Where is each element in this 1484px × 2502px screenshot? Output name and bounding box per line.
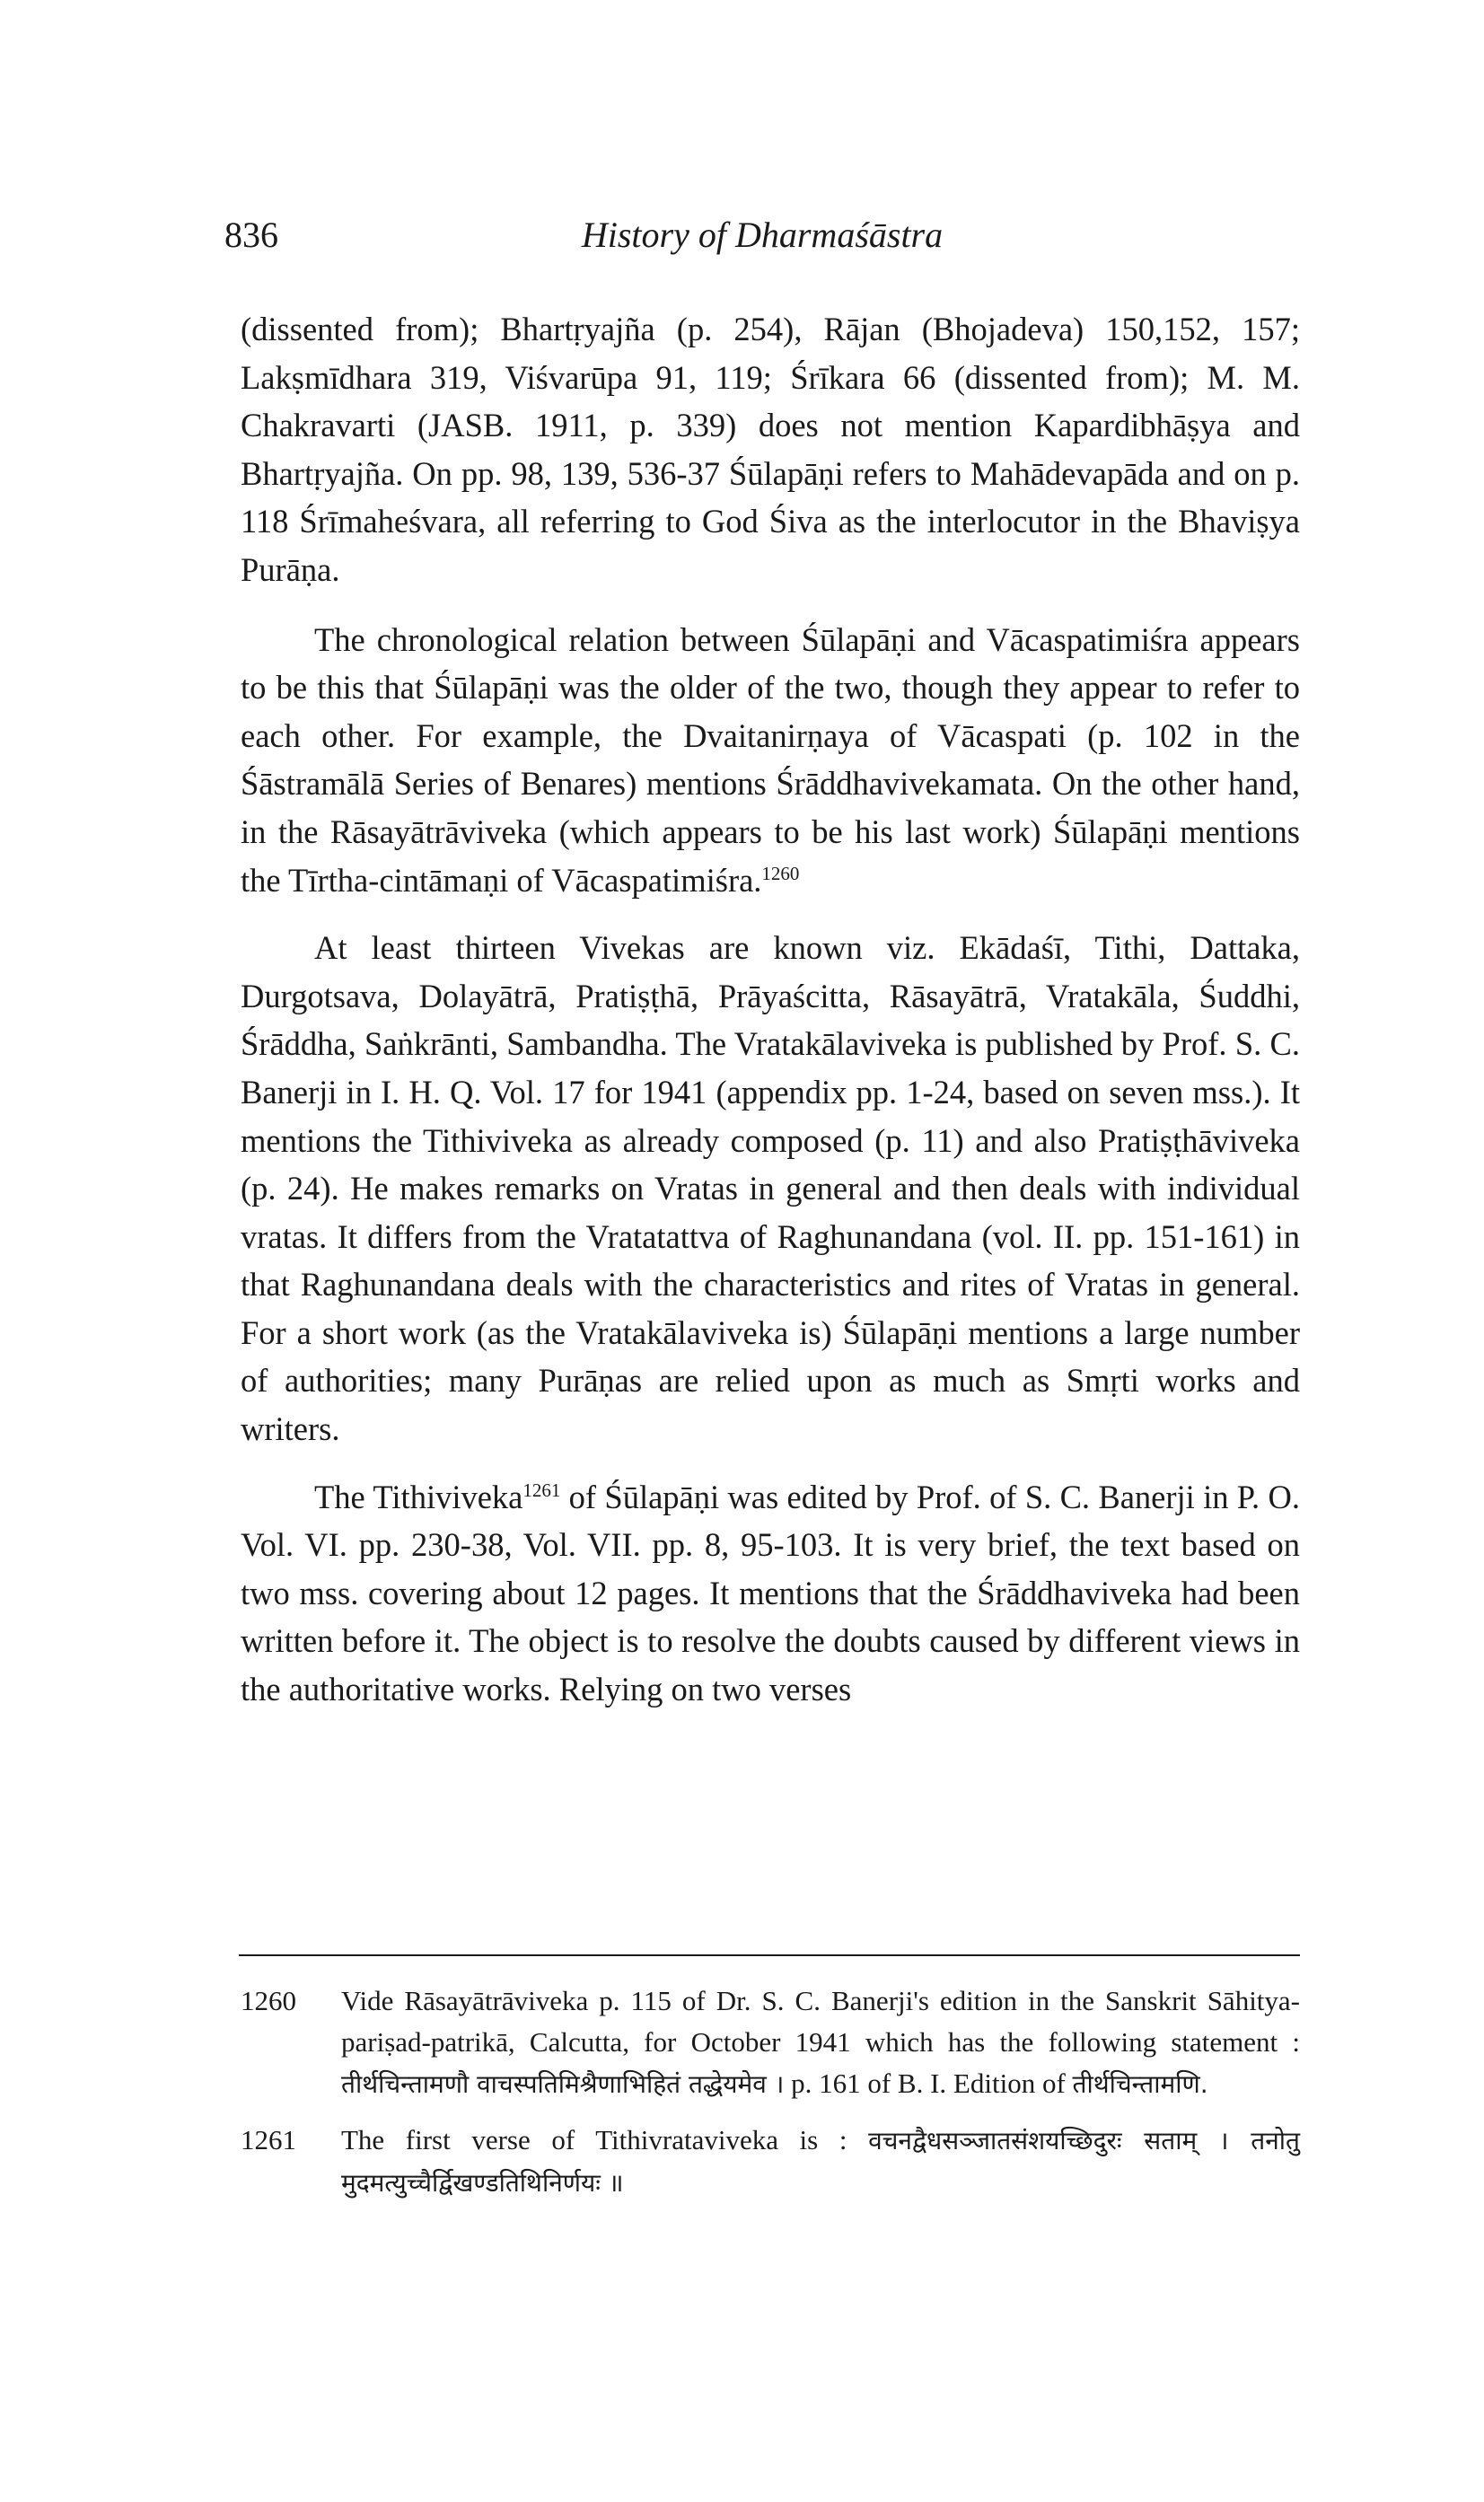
- paragraph-continuation: (dissented from); Bhartṛyajña (p. 254), Rājan (Bhojadeva) 150,152, 157; Lakṣmīdhara 319, Viśvarūpa 91, 119; Śrīkara 66 (dissented from); M. M. Chakravarti (JASB. 1911, p. 339) does not mention Kapardibhāṣya and Bhartṛyajña. On pp. 98, 139, 536-37 Śūlapāṇi refers to Mahādevapāda and on p. 118 Śrīmaheśvara, all referring to God Śiva as the interlocutor in the Bhaviṣya Purāṇa.: [241, 311, 1300, 588]
- paragraph-tithiviveka-rest: of Śūlapāṇi was edited by Prof. of S. C. Banerji in P. O. Vol. VI. pp. 230-38, Vol. VII. pp. 8, 95-103. It is very brief, the text based on two mss. covering about 12 pages. It mentions that the Śrāddhaviveka had been written before it. The object is to resolve the doubts caused by different views in the authoritative works. Relying on two verses: [241, 1478, 1300, 1708]
- footnote-text: The first verse of Tithivrataviveka is :: [341, 2124, 847, 2155]
- footnote-text-cont: p. 161 of B. I. Edition of: [791, 2067, 1066, 2099]
- footnote-sanskrit-title: तीर्थचिन्तामणि.: [1072, 2069, 1208, 2099]
- page-header: [224, 214, 1300, 268]
- footnote-text: Vide Rāsayātrāviveka p. 115 of Dr. S. C. Banerji's edition in the Sanskrit Sāhitya-pariṣad-patrikā, Calcutta, for October 1941 which has the following statement :: [341, 1985, 1300, 2058]
- footnote-number: 1261: [241, 2124, 296, 2155]
- paragraph-tithiviveka-start: The Tithiviveka: [314, 1478, 523, 1515]
- running-title: History of Dharmaśāstra: [581, 215, 944, 255]
- page-number: 836: [224, 215, 278, 255]
- main-text: [241, 305, 1300, 1734]
- paragraph-chronology-text: The chronological relation between Śūlapāṇi and Vācaspatimiśra appears to be this that Śūlapāṇi was the older of the two, though they appear to refer to each other. For example, the Dvaitanirṇaya of Vācaspati (p. 102 in the Śāstramālā Series of Benares) mentions Śrāddhavivekamata. On the other hand, in the Rāsayātrāviveka (which appears to be his last work) Śūlapāṇi mentions the Tīrtha-cintāmaṇi of Vācaspatimiśra.: [241, 620, 1300, 899]
- paragraph-vivekas: At least thirteen Vivekas are known viz. Ekādaśī, Tithi, Dattaka, Durgotsava, Dolayātrā, Pratiṣṭhā, Prāyaścitta, Rāsayātrā, Vratakāla, Śuddhi, Śrāddha, Saṅkrānti, Sambandha. The Vratakālaviveka is published by Prof. S. C. Banerji in I. H. Q. Vol. 17 for 1941 (appendix pp. 1-24, based on seven mss.). It mentions the Tithiviveka as already composed (p. 11) and also Pratiṣṭhāviveka (p. 24). He makes remarks on Vratas in general and then deals with individual vratas. It differs from the Vratatattva of Raghunandana (vol. II. pp. 151-161) in that Raghunandana deals with the characteristics and rites of Vratas in general. For a short work (as the Vratakālaviveka is) Śūlapāṇi mentions a large number of authorities; many Purāṇas are relied upon as much as Smṛti works and writers.: [241, 929, 1300, 1448]
- footnote-ref-1261: 1261: [522, 1479, 561, 1501]
- footnote-sanskrit-verse: वचनद्वैधसञ्जातसंशयच्छिदुरः सताम् । तनोतु मुदमत्युच्चैर्द्विखण्डतिथिनिर्णयः ॥: [341, 2126, 1301, 2198]
- footnote-ref-1260: 1260: [761, 862, 800, 884]
- footnote-divider: [239, 1954, 1300, 1956]
- footnotes: [241, 1980, 1300, 2218]
- footnote-1261: [241, 2120, 1300, 2204]
- paragraph-tithiviveka: [241, 1473, 1300, 1714]
- footnote-sanskrit-quote: तीर्थचिन्तामणौ वाचस्पतिमिश्रैणाभिहितं तद्धेयमेव ।: [341, 2069, 785, 2099]
- paragraph-chronology: [241, 616, 1300, 905]
- footnote-number: 1260: [241, 1985, 296, 2016]
- footnote-1260: [241, 1980, 1300, 2105]
